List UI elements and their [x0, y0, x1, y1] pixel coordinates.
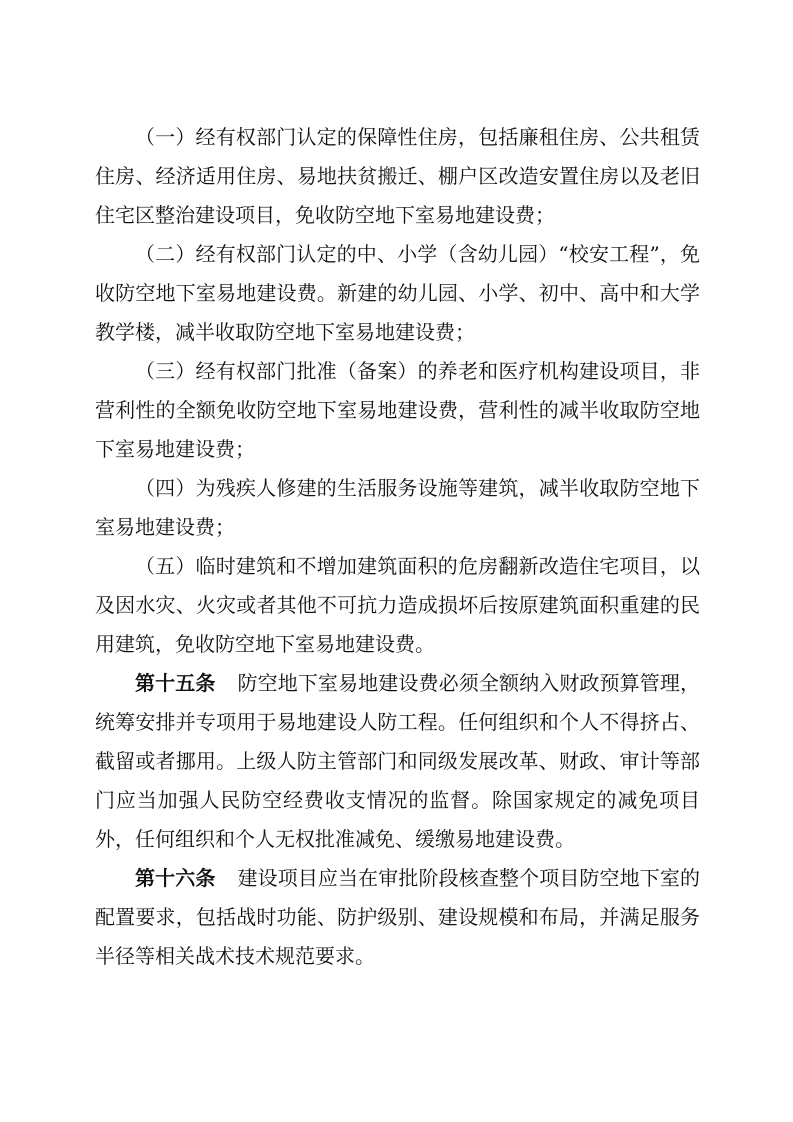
article-16-text: 建设项目应当在审批阶段核查整个项目防空地下室的配置要求，包括战时功能、防护级别、建设规模和布局，并满足服务半径等相关战术技术规范要求。: [95, 866, 701, 968]
article-15-text: 防空地下室易地建设费必须全额纳入财政预算管理，统筹安排并专项用于易地建设人防工程。任何组织和个人不得挤占、截留或者挪用。上级人防主管部门和同级发展改革、财政、审计等部门应当加强人民防空经费收支情况的监督。除国家规定的减免项目外，任何组织和个人无权批准减免、缓缴易地建设费。: [95, 671, 701, 851]
article-15: [95, 664, 700, 859]
article-16-number: 第十六条: [135, 866, 216, 890]
article-16: [95, 859, 700, 976]
article-15-number: 第十五条: [135, 671, 216, 695]
clause-5: （五）临时建筑和不增加建筑面积的危房翻新改造住宅项目，以及因水灾、火灾或者其他不可抗力造成损坏后按原建筑面积重建的民用建筑，免收防空地下室易地建设费。: [95, 554, 700, 656]
document-page: [95, 118, 700, 976]
clause-3: （三）经有权部门批准（备案）的养老和医疗机构建设项目，非营利性的全额免收防空地下室易地建设费，营利性的减半收取防空地下室易地建设费；: [95, 359, 700, 461]
clause-2: （二）经有权部门认定的中、小学（含幼儿园）“校安工程”，免收防空地下室易地建设费。新建的幼儿园、小学、初中、高中和大学教学楼，减半收取防空地下室易地建设费；: [95, 242, 700, 344]
clause-1: （一）经有权部门认定的保障性住房，包括廉租住房、公共租赁住房、经济适用住房、易地扶贫搬迁、棚户区改造安置住房以及老旧住宅区整治建设项目，免收防空地下室易地建设费；: [95, 125, 700, 227]
clause-4: （四）为残疾人修建的生活服务设施等建筑，减半收取防空地下室易地建设费；: [95, 476, 700, 539]
